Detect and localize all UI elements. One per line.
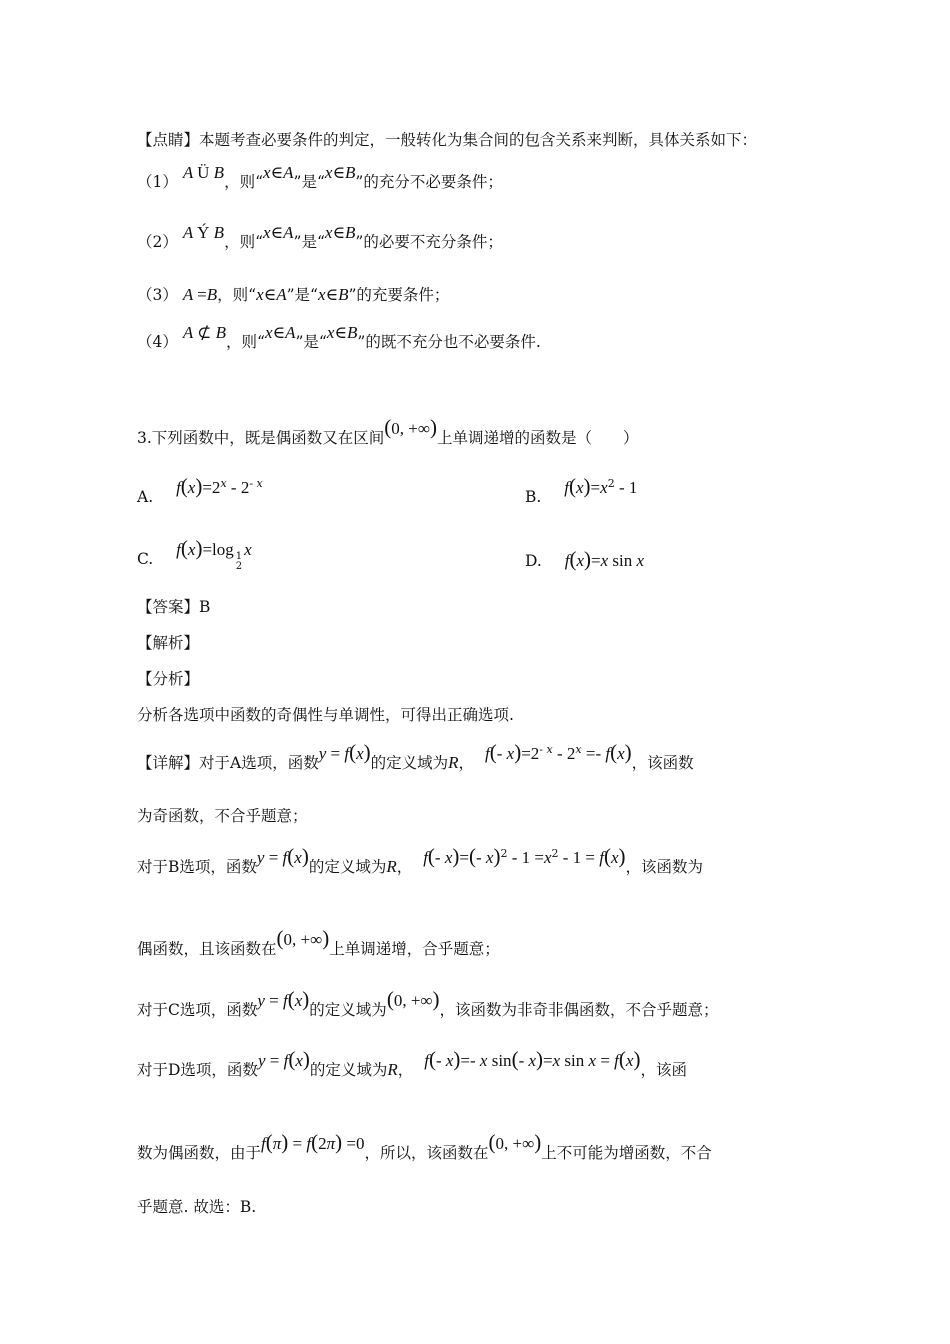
option-label: A. — [137, 488, 154, 506]
item-number: （1） — [137, 173, 178, 191]
detail-d-line2: 数为偶函数，由于f(π) = f(2π) =0，所以，该函数在(0, +∞)上不可能为增函数，不合 — [137, 1130, 712, 1162]
analysis-header: 【解析】 — [137, 634, 200, 652]
option-label: D. — [525, 552, 542, 570]
detail-d-line3: 乎题意. 故选：B. — [137, 1198, 257, 1216]
fenxi-text: 分析各选项中函数的奇偶性与单调性，可得出正确选项. — [137, 706, 514, 724]
detail-d-line1: 对于D选项，函数y = f(x)的定义域为R， f(- x)=- x sin(- x)=x sin x = f(x)，该函 — [137, 1047, 687, 1079]
option-formula: f(x)=log 1 2 x — [176, 536, 252, 572]
option-formula: f(x)=x sin x — [564, 547, 645, 571]
set-relation-math: A Ü B — [182, 163, 225, 182]
set-relation-math: A ⊄ B — [182, 323, 227, 342]
option-formula: $f(x)=x^2 - 1$ — [564, 474, 638, 498]
answer-value: B — [199, 598, 211, 616]
note-item-4: （4） A ⊄ B，则“x∈A”是“x∈B”的既不充分也不必要条件. — [137, 323, 541, 351]
option-label: C. — [137, 550, 154, 568]
option-b — [525, 474, 638, 509]
option-a — [137, 474, 263, 509]
question-stem: 3.下列函数中，既是偶函数又在区间(0, +∞)上单调递增的函数是（ ） — [137, 415, 639, 447]
answer-line: 【答案】B — [137, 598, 211, 616]
fenxi-header: 【分析】 — [137, 670, 200, 688]
item-number: （4） — [137, 333, 178, 351]
note-item-1: （1） A Ü B，则“x∈A”是“x∈B”的充分不必要条件； — [137, 163, 503, 191]
interval-math: (0, +∞) — [384, 415, 438, 439]
item-number: （2） — [137, 233, 178, 251]
detail-a-line1: 【详解】对于A选项，函数y = f(x)的定义域为R， f(- $x)=2^{- x} - 2^x =- f(x)$，该函数 — [137, 740, 694, 772]
note-item-3: （3） A =B，则“x∈A”是“x∈B”的充要条件； — [137, 285, 450, 304]
item-number: （3） — [137, 286, 178, 304]
set-relation-math: A =B — [182, 285, 218, 304]
option-formula: $f(x)=2^x - 2^{- x}$ — [176, 474, 263, 498]
note-item-2: （2） A Ý B，则“x∈A”是“x∈B”的必要不充分条件； — [137, 223, 503, 251]
detail-a-line2: 为奇函数，不合乎题意； — [137, 807, 308, 825]
option-label: B. — [525, 488, 542, 506]
set-relation-math: A Ý B — [182, 223, 225, 242]
detail-c-line: 对于C选项，函数y = f(x)的定义域为(0, +∞)，该函数为非奇非偶函数，不合乎题意； — [137, 987, 719, 1019]
detail-b-line1: 对于B选项，函数y = f(x)的定义域为R， f(- x)=(- $x)^2 - 1 =x^2 - 1 = f(x)$，该函数为 — [137, 844, 704, 876]
option-c — [137, 536, 252, 581]
detail-b-line2: 偶函数，且该函数在(0, +∞)上单调递增，合乎题意； — [137, 926, 500, 958]
note-intro: 【点睛】本题考查必要条件的判定，一般转化为集合间的包含关系来判断，具体关系如下： — [137, 131, 758, 149]
option-d — [525, 549, 644, 571]
